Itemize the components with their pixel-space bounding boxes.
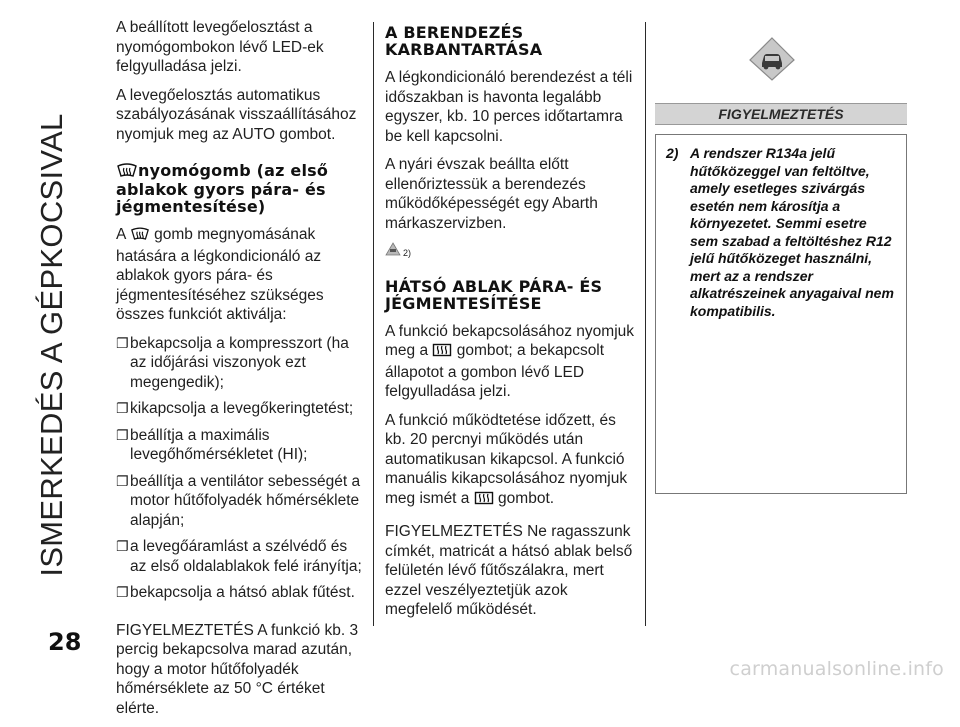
checkbox-bullet-icon: ❐ xyxy=(116,584,129,600)
text-fragment: gombot; a bekapcsolt állapotot a gombon lévő LED felgyulladása jelzi. xyxy=(385,342,605,400)
warning-item xyxy=(666,145,896,320)
paragraph: A légkondicionáló berendezést a téli időszakban is havonta legalább egyszer, kb. 10 perces időtartamra be kell kapcsolni. xyxy=(385,69,633,145)
section-heading: HÁTSÓ ABLAK PÁRA- ÉS JÉGMENTESÍTÉSE xyxy=(385,276,603,313)
list-item-text: bekapcsolja a hátsó ablak fűtést. xyxy=(130,584,355,601)
bullet-list xyxy=(116,334,362,603)
text-fragment: gombot. xyxy=(498,489,555,507)
list-item-text: bekapcsolja a kompresszort (ha az időjárási viszonyok ezt megengedik); xyxy=(130,334,349,391)
section-side-title: ISMERKEDÉS A GÉPKOCSIVAL xyxy=(34,113,69,577)
paragraph xyxy=(116,225,362,325)
checkbox-bullet-icon: ❐ xyxy=(116,426,129,443)
small-warning-icon xyxy=(385,242,401,264)
reference-number: 2) xyxy=(403,248,412,258)
watermark: carmanualsonline.info xyxy=(729,658,944,680)
paragraph: A nyári évszak beállta előtt ellenőriztessük a berendezés működőképességét egy Abarth márkaszervizben. xyxy=(385,156,598,232)
list-item-text: kikapcsolja a levegőkeringtetést; xyxy=(130,400,354,417)
checkbox-bullet-icon: ❐ xyxy=(116,538,129,554)
list-item xyxy=(116,537,362,576)
list-item-text: beállítja a ventilátor sebességét a motor hűtőfolyadék hőmérséklete alapján; xyxy=(130,472,361,529)
warning-item-text: A rendszer R134a jelű hűtőközeggel van feltöltve, amely esetleges szivárgás esetén nem károsítja a környezetet. Semmi esetre sem szabad a feltöltéshez R12 jelű hűtőközeget használni, mert az a rendszer alkatrészeinek anyagaival nem kompatibilis. xyxy=(690,145,894,319)
page-number: 28 xyxy=(48,628,82,656)
list-item xyxy=(116,426,362,465)
warning-icon-wrap xyxy=(637,36,907,87)
paragraph xyxy=(385,411,635,511)
paragraph: A beállított levegőelosztást a nyomógombokon lévő LED-ek felgyulladása jelzi. xyxy=(116,19,324,75)
warning-reference xyxy=(385,242,635,264)
checkbox-bullet-icon: ❐ xyxy=(116,400,129,416)
section-heading-text: nyomógomb (az első ablakok gyors pára- és jégmentesítése) xyxy=(116,161,329,216)
car-warning-icon xyxy=(748,36,796,87)
column-divider xyxy=(373,22,374,626)
list-item xyxy=(116,583,362,603)
list-item xyxy=(116,472,362,531)
checkbox-bullet-icon: ❐ xyxy=(116,472,129,489)
paragraph xyxy=(385,322,635,402)
column-divider xyxy=(645,22,646,626)
rear-window-defrost-icon xyxy=(432,343,452,363)
text-fragment: gomb megnyomásának hatására a légkondicionáló az ablakok gyors pára- és jégmentesítéséhez szükséges összes funkciót aktiválja: xyxy=(116,226,324,323)
list-item-text: a levegőáramlást a szélvédő és az első oldalablakok felé irányítja; xyxy=(130,538,362,575)
note-paragraph: FIGYELMEZTETÉS A funkció kb. 3 percig bekapcsolva marad azután, hogy a motor hűtőfolyadék hőmérséklete az 50 °C értéket elérte. xyxy=(116,621,359,717)
text-fragment: A funkció bekapcsolásához nyomjuk meg a xyxy=(385,322,635,359)
list-item-text: beállítja a maximális levegőhőmérsékletet (HI); xyxy=(130,426,308,463)
list-item xyxy=(116,399,362,419)
warning-box xyxy=(655,134,907,494)
warning-section xyxy=(655,18,907,494)
section-heading xyxy=(116,162,362,215)
paragraph: A levegőelosztás automatikus szabályozásának visszaállításához nyomjuk meg az AUTO gombot. xyxy=(116,86,357,143)
list-item xyxy=(116,334,362,393)
warning-title-bar: FIGYELMEZTETÉS xyxy=(655,103,907,125)
windscreen-defrost-icon xyxy=(130,227,150,247)
note-paragraph: FIGYELMEZTETÉS Ne ragasszunk címkét, matricát a hátsó ablak belső felületén lévő fűtőszálakra, mert ezzel veszélyeztetjük azok megfelelő működését. xyxy=(385,523,633,618)
column-2 xyxy=(385,18,635,629)
text-fragment: A xyxy=(116,226,126,243)
text-fragment: A funkció működtetése időzett, és kb. 20 percnyi működés után automatikusan kikapcsol. A funkció manuális kikapcsolásához nyomjuk meg ismét a xyxy=(385,411,628,507)
rear-window-defrost-icon xyxy=(474,491,494,511)
section-heading: A BERENDEZÉS KARBANTARTÁSA xyxy=(385,23,543,59)
warning-item-number: 2) xyxy=(666,145,679,161)
checkbox-bullet-icon: ❐ xyxy=(116,334,129,351)
column-1 xyxy=(116,18,362,727)
windscreen-defrost-icon xyxy=(116,163,138,181)
